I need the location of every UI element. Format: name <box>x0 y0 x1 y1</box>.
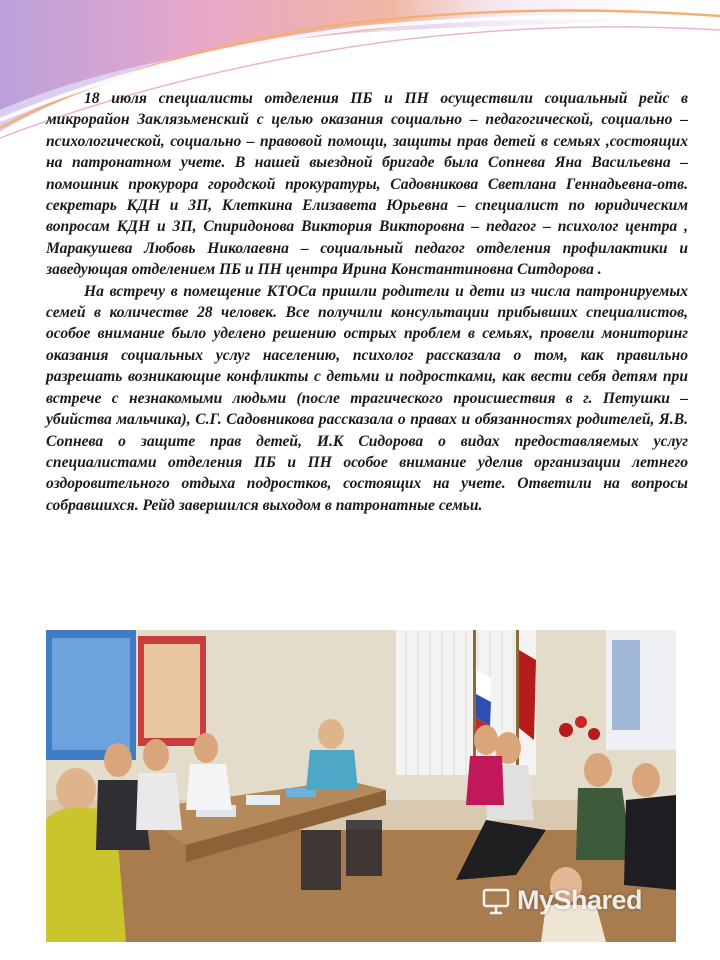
presentation-board-icon <box>481 886 511 916</box>
article-paragraph-2: На встречу в помещение КТОСа пришли родители и дети из числа патронируемых семей в количестве 28 человек. Все получили консультации прибывших специалистов, особое внимание было уделено решению острых проблем в семьях, провели мониторинг оказания социальных услуг населению, психолог рассказала о том, как правильно разрешать возникающие конфликты с детьми и подростками, как вести себя детям при встрече с незнакомыми людьми (после трагического происшествия в г. Петушки – убийства мальчика), С.Г. Садовникова рассказала о правах и обязанностях родителей, Я.В. Сопнева о защите прав детей, И.К Сидорова о видах предоставляемых услуг специалистами отделения ПБ и ПН особое внимание уделив организации летнего оздоровительного отдыха подростков, состоящих на учете. Ответили на вопросы собравшихся. Рейд завершился выходом в патронатные семьи. <box>46 282 688 514</box>
article-text <box>46 88 688 516</box>
article-paragraph-1: 18 июля специалисты отделения ПБ и ПН осуществили социальный рейс в микрорайон Заклязьменский с целью оказания социально – педагогической, социально – психологической, социально – правовой помощи, защиты прав детей в семьях ,состоящих на патронатном учете. В нашей выездной бригаде была Сопнева Яна Васильевна – помошник прокурора городской прокуратуры, Садовникова Светлана Геннадьевна-отв. секретарь КДН и ЗП, Клеткина Елизавета Юрьевна – специалист по юридическим вопросам КДН и ЗП, Спиридонова Виктория Викторовна – педагог – психолог центра , Маракушева Любовь Николаевна – социальный педагог отделения профилактики и заведующая отделением ПБ и ПН центра Ирина Константиновна Ситдорова . <box>46 90 688 279</box>
red-flag <box>519 650 536 740</box>
myshared-watermark <box>481 885 642 916</box>
watermark-text: MyShared <box>516 885 642 915</box>
person-blue-top <box>306 750 358 790</box>
meeting-photo <box>46 630 676 942</box>
